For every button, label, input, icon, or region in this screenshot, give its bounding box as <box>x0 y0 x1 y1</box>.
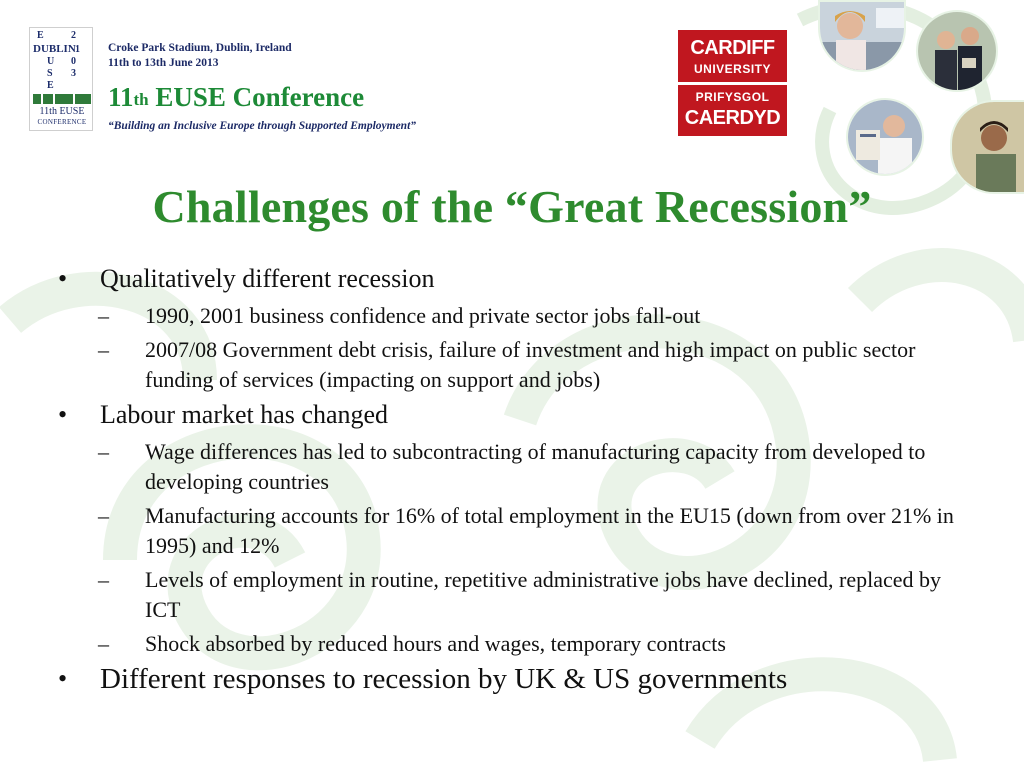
logo-letter: U <box>47 56 55 67</box>
logo-letter: E <box>47 80 54 91</box>
photo-men-in-suits <box>916 10 998 92</box>
euse-logo-caption-small: CONFERENCE <box>37 118 87 126</box>
cardiff-logo-line: UNIVERSITY <box>693 62 771 76</box>
conference-venue <box>108 41 292 71</box>
bullet-item: • Qualitatively different recession <box>58 263 978 295</box>
bullet-item: • Labour market has changed <box>58 399 978 431</box>
euse-logo-letters <box>33 30 90 96</box>
photo-woman-at-phone <box>818 0 906 72</box>
conference-tagline: “Building an Inclusive Europe through Supported Employment” <box>108 120 417 132</box>
conference-title-number: 11 <box>108 82 134 112</box>
cardiff-university-logo <box>678 30 787 136</box>
euse-logo-caption: 11th EUSE <box>39 106 85 117</box>
euse-dublin-logo <box>29 27 93 131</box>
cardiff-logo-line: PRIFYSGOL <box>695 90 770 104</box>
venue-line: Croke Park Stadium, Dublin, Ireland <box>108 42 292 54</box>
conference-title-suffix: th <box>133 90 149 109</box>
slide-title: Challenges of the “Great Recession” <box>152 181 872 232</box>
sub-bullet-item: – Manufacturing accounts for 16% of total employment in the EU15 (down from over 21% in 1995) and 12% <box>58 501 978 561</box>
logo-letter: E <box>37 30 44 41</box>
logo-letter: 0 <box>71 56 76 67</box>
cardiff-logo-line: CAERDYD <box>684 107 781 129</box>
conference-title-text: EUSE Conference <box>148 82 365 112</box>
sub-bullet-item: – Levels of employment in routine, repetitive administrative jobs have declined, replaced by ICT <box>58 565 978 625</box>
sub-bullet-item: – Wage differences has led to subcontracting of manufacturing capacity from developed to developing countries <box>58 437 978 497</box>
skyline-graphic <box>33 94 91 104</box>
conference-title <box>108 82 364 113</box>
bullet-item: • Different responses to recession by UK & US governments <box>58 663 978 695</box>
cardiff-logo-line: CARDIFF <box>690 37 775 59</box>
cardiff-logo-divider <box>678 82 787 85</box>
photo-man-with-certificate <box>846 98 924 176</box>
sub-bullet-item: – Shock absorbed by reduced hours and wages, temporary contracts <box>58 629 978 659</box>
sub-bullet-item: – 1990, 2001 business confidence and private sector jobs fall-out <box>58 301 978 331</box>
sub-bullet-item: – 2007/08 Government debt crisis, failure of investment and high impact on public sector funding of services (impacting on support and jobs) <box>58 335 978 395</box>
logo-letter: S <box>47 68 53 79</box>
logo-letter: DUBLIN <box>33 43 76 55</box>
logo-letter: 2 <box>71 30 76 41</box>
logo-letter: 3 <box>71 68 76 79</box>
date-line: 11th to 13th June 2013 <box>108 57 219 69</box>
bullet-list <box>58 263 978 701</box>
logo-letter: 1 <box>75 44 80 55</box>
